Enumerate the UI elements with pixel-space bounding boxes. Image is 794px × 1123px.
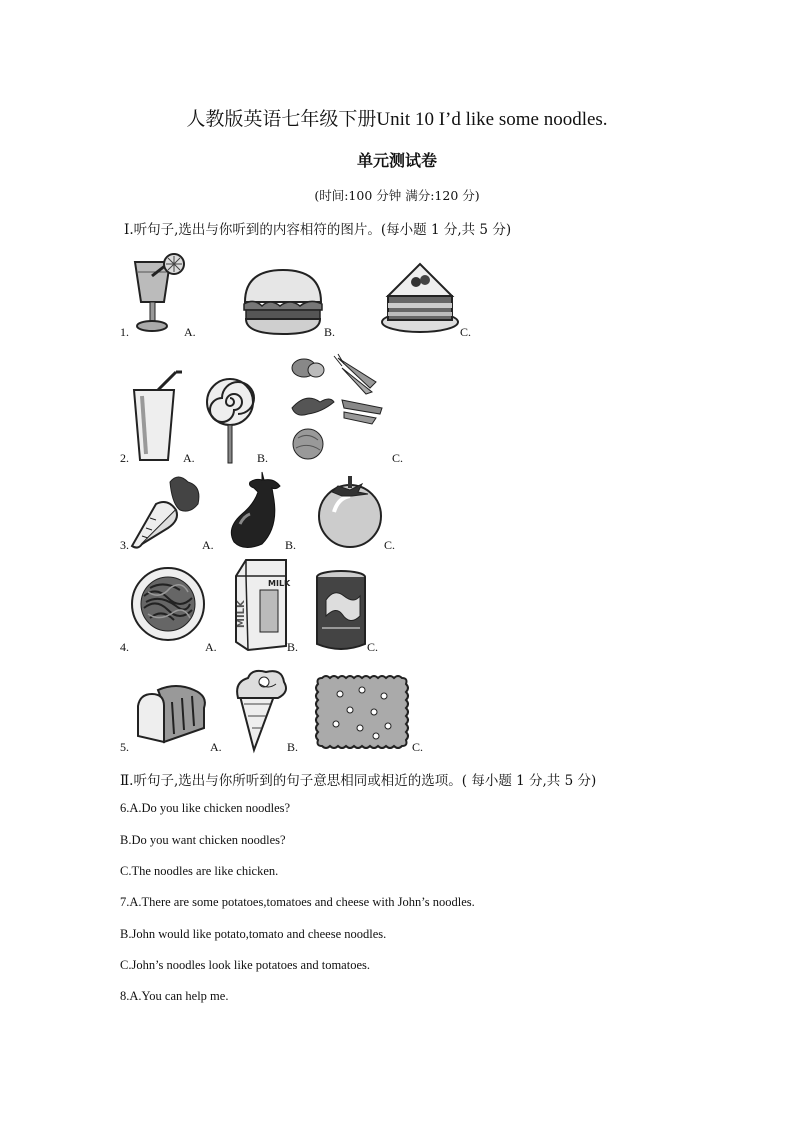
juice-glass-icon (130, 250, 190, 335)
q4-number: 4. (120, 640, 129, 654)
q7-option-a: 7.A.There are some potatoes,tomatoes and cheese with John’s noodles. (120, 895, 475, 909)
q3-option-b: B. (285, 538, 297, 552)
vegetables-icon (286, 352, 390, 464)
q2-number: 2. (120, 451, 129, 465)
document-subtitle: 单元测试卷 (356, 151, 437, 170)
bread-loaf-icon (134, 684, 208, 744)
q7-option-b: B.John would like potato,tomato and cheese noodles. (120, 927, 387, 941)
q1-option-a: A. (184, 325, 196, 339)
q1-option-c: C. (460, 325, 472, 339)
milk-carton-icon (232, 556, 290, 652)
q2-option-c: C. (392, 451, 404, 465)
q3-number: 3. (120, 538, 129, 552)
cracker-biscuit-icon (316, 674, 410, 750)
q3-option-a: A. (202, 538, 214, 552)
ice-cream-cone-icon (234, 668, 290, 752)
milk-side-label: MILK (236, 600, 247, 628)
eggplant-icon (228, 470, 290, 554)
q3-option-c: C. (384, 538, 396, 552)
q5-option-b: B. (287, 740, 299, 754)
q2-option-a: A. (183, 451, 195, 465)
q1-option-b: B. (324, 325, 336, 339)
cake-slice-icon (380, 256, 462, 336)
q6-option-a: 6.A.Do you like chicken noodles? (120, 801, 291, 815)
q4-option-a: A. (205, 640, 217, 654)
q5-option-c: C. (412, 740, 424, 754)
q4-option-b: B. (287, 640, 299, 654)
document-title: 人教版英语七年级下册Unit 10 I’d like some noodles. (186, 109, 608, 130)
q2-option-b: B. (257, 451, 269, 465)
drink-cup-icon (130, 370, 186, 465)
q7-option-c: C.John’s noodles look like potatoes and tomatoes. (120, 958, 370, 972)
q6-option-c: C.The noodles are like chicken. (120, 864, 279, 878)
section-1-heading: Ⅰ.听句子,选出与你听到的内容相符的图片。(每小题 1 分,共 5 分) (124, 222, 512, 238)
q6-option-b: B.Do you want chicken noodles? (120, 833, 286, 847)
soda-can-icon (314, 570, 368, 652)
tomato-icon (314, 472, 386, 550)
q5-option-a: A. (210, 740, 222, 754)
q5-number: 5. (120, 740, 129, 754)
q1-number: 1. (120, 325, 129, 339)
section-2-heading: Ⅱ.听句子,选出与你所听到的句子意思相同或相近的选项。( 每小题 1 分,共 5 分) (120, 773, 597, 789)
radish-icon (128, 474, 208, 552)
q4-option-c: C. (367, 640, 379, 654)
time-info: (时间:100 分钟 满分:120 分) (314, 188, 480, 203)
q8-option-a: 8.A.You can help me. (120, 989, 229, 1003)
noodles-plate-icon (130, 566, 206, 642)
hamburger-icon (240, 268, 326, 338)
milk-label: MILK (268, 579, 291, 588)
lollipop-icon (204, 378, 258, 466)
